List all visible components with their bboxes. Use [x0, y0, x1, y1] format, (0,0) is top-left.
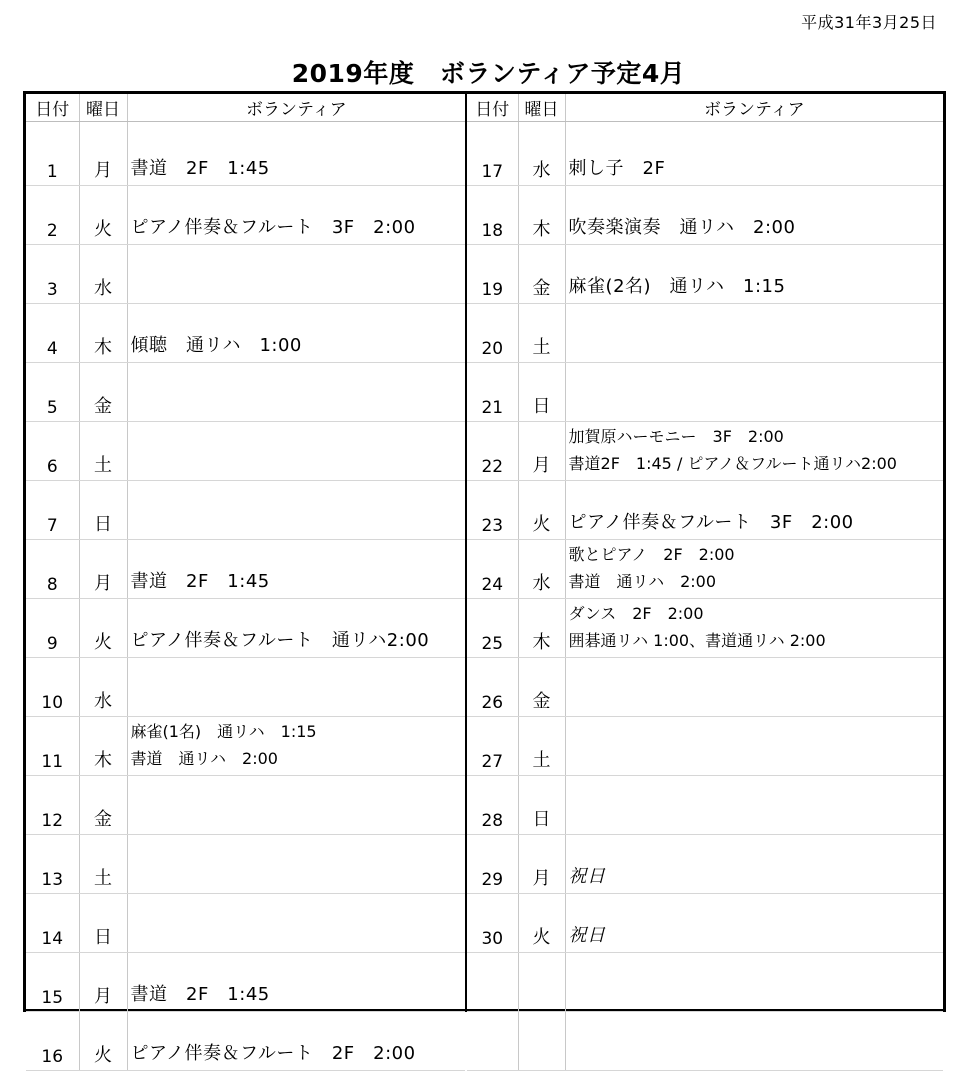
- weekday: 水: [518, 122, 565, 186]
- day-number: 3: [26, 245, 79, 304]
- weekday: 月: [79, 953, 127, 1012]
- activity-cell: [127, 363, 465, 422]
- empty-cell: [518, 1012, 565, 1071]
- activity-line: 書道 通リハ 2:00: [130, 749, 278, 768]
- activity-cell: [127, 894, 465, 953]
- activity-cell: [565, 776, 943, 835]
- table-row: [467, 122, 943, 186]
- weekday: 火: [518, 481, 565, 540]
- activity-line: 書道 2F 1:45: [130, 984, 270, 1005]
- day-number: 11: [26, 717, 79, 776]
- table-row: [467, 422, 943, 481]
- activity-cell: [127, 245, 465, 304]
- activity-cell: [127, 481, 465, 540]
- schedule-right-half: [467, 94, 943, 1009]
- schedule-table-left: [26, 94, 465, 1071]
- header-weekday: 曜日: [79, 94, 127, 122]
- activity-cell: [127, 540, 465, 599]
- activity-cell: [127, 186, 465, 245]
- activity-line: 刺し子 2F: [568, 158, 666, 179]
- activity-line: ピアノ伴奏＆フルート 3F 2:00: [130, 217, 416, 238]
- weekday: 金: [79, 776, 127, 835]
- activity-line: 麻雀(2名) 通リハ 1:15: [568, 276, 786, 297]
- weekday: 土: [518, 304, 565, 363]
- activity-line: ダンス 2F 2:00: [568, 604, 704, 623]
- weekday: 木: [518, 186, 565, 245]
- table-row: [26, 481, 465, 540]
- activity-line: 吹奏楽演奏 通リハ 2:00: [568, 217, 796, 238]
- weekday: 火: [518, 894, 565, 953]
- activity-cell: [565, 835, 943, 894]
- day-number: 7: [26, 481, 79, 540]
- weekday: 水: [79, 245, 127, 304]
- activity-cell: [127, 835, 465, 894]
- day-number: 9: [26, 599, 79, 658]
- header-activity: ボランティア: [565, 94, 943, 122]
- table-row: [467, 304, 943, 363]
- empty-cell: [565, 953, 943, 1012]
- table-row: [467, 894, 943, 953]
- day-number: 26: [467, 658, 518, 717]
- day-number: 27: [467, 717, 518, 776]
- day-number: 19: [467, 245, 518, 304]
- table-row: [467, 245, 943, 304]
- table-row: [26, 186, 465, 245]
- table-row: [26, 304, 465, 363]
- table-row: [467, 658, 943, 717]
- weekday: 土: [79, 835, 127, 894]
- activity-line: 書道 通リハ 2:00: [568, 572, 716, 591]
- activity-cell: [127, 304, 465, 363]
- day-number: 16: [26, 1012, 79, 1071]
- weekday: 日: [518, 363, 565, 422]
- activity-cell: [127, 599, 465, 658]
- day-number: 12: [26, 776, 79, 835]
- weekday: 日: [79, 894, 127, 953]
- activity-cell: [565, 540, 943, 599]
- weekday: 木: [518, 599, 565, 658]
- table-row: [26, 422, 465, 481]
- empty-cell: [467, 1012, 518, 1071]
- table-row: [467, 540, 943, 599]
- day-number: 28: [467, 776, 518, 835]
- weekday: 日: [518, 776, 565, 835]
- day-number: 14: [26, 894, 79, 953]
- activity-cell: [565, 122, 943, 186]
- table-row: [26, 717, 465, 776]
- day-number: 25: [467, 599, 518, 658]
- activity-line: 祝日: [568, 866, 606, 887]
- activity-cell: [127, 1012, 465, 1071]
- activity-line: ピアノ伴奏＆フルート 通リハ2:00: [130, 630, 430, 651]
- schedule-left-half: [26, 94, 467, 1067]
- day-number: 8: [26, 540, 79, 599]
- table-row: [26, 835, 465, 894]
- activity-cell: [565, 422, 943, 481]
- activity-cell: [565, 245, 943, 304]
- activity-line: 歌とピアノ 2F 2:00: [568, 545, 735, 564]
- table-row: [467, 717, 943, 776]
- table-row: [467, 599, 943, 658]
- weekday: 水: [79, 658, 127, 717]
- day-number: 22: [467, 422, 518, 481]
- schedule-table-right: [467, 94, 943, 1071]
- empty-row: [467, 953, 943, 1012]
- day-number: 15: [26, 953, 79, 1012]
- table-row: [26, 363, 465, 422]
- table-row: [26, 953, 465, 1012]
- weekday: 月: [79, 122, 127, 186]
- header-day: 日付: [26, 94, 79, 122]
- activity-line: ピアノ伴奏＆フルート 2F 2:00: [130, 1043, 416, 1064]
- activity-cell: [127, 953, 465, 1012]
- weekday: 水: [518, 540, 565, 599]
- header-weekday: 曜日: [518, 94, 565, 122]
- weekday: 火: [79, 1012, 127, 1071]
- weekday: 火: [79, 599, 127, 658]
- activity-line: 祝日: [568, 925, 606, 946]
- schedule-sheet: [23, 91, 946, 1067]
- day-number: 1: [26, 122, 79, 186]
- activity-cell: [565, 717, 943, 776]
- day-number: 30: [467, 894, 518, 953]
- table-row: [26, 245, 465, 304]
- table-row: [26, 894, 465, 953]
- activity-cell: [565, 481, 943, 540]
- day-number: 4: [26, 304, 79, 363]
- table-row: [26, 599, 465, 658]
- activity-line: 加賀原ハーモニー 3F 2:00: [568, 427, 784, 446]
- weekday: 金: [79, 363, 127, 422]
- weekday: 月: [79, 540, 127, 599]
- activity-line: 傾聴 通リハ 1:00: [130, 335, 302, 356]
- activity-cell: [565, 363, 943, 422]
- activity-line: 麻雀(1名) 通リハ 1:15: [130, 722, 317, 741]
- activity-cell: [127, 717, 465, 776]
- table-row: [467, 835, 943, 894]
- weekday: 土: [79, 422, 127, 481]
- activity-line: ピアノ伴奏＆フルート 3F 2:00: [568, 512, 854, 533]
- activity-cell: [565, 304, 943, 363]
- weekday: 火: [79, 186, 127, 245]
- weekday: 木: [79, 717, 127, 776]
- table-row: [467, 363, 943, 422]
- table-row: [467, 481, 943, 540]
- activity-cell: [565, 658, 943, 717]
- table-row: [467, 186, 943, 245]
- activity-line: 囲碁通リハ 1:00、書道通リハ 2:00: [568, 631, 826, 650]
- activity-cell: [565, 186, 943, 245]
- page-title: 2019年度 ボランティア予定4月: [291, 59, 686, 88]
- day-number: 10: [26, 658, 79, 717]
- activity-cell: [565, 599, 943, 658]
- header-activity: ボランティア: [127, 94, 465, 122]
- activity-line: 書道2F 1:45 / ピアノ＆フルート通リハ2:00: [568, 454, 897, 473]
- activity-cell: [127, 422, 465, 481]
- weekday: 日: [79, 481, 127, 540]
- table-row: [26, 540, 465, 599]
- empty-cell: [518, 953, 565, 1012]
- day-number: 18: [467, 186, 518, 245]
- day-number: 2: [26, 186, 79, 245]
- header-day: 日付: [467, 94, 518, 122]
- activity-line: 書道 2F 1:45: [130, 158, 270, 179]
- weekday: 月: [518, 422, 565, 481]
- empty-row: [467, 1012, 943, 1071]
- activity-cell: [565, 894, 943, 953]
- day-number: 21: [467, 363, 518, 422]
- day-number: 29: [467, 835, 518, 894]
- weekday: 土: [518, 717, 565, 776]
- day-number: 23: [467, 481, 518, 540]
- day-number: 24: [467, 540, 518, 599]
- table-row: [26, 122, 465, 186]
- weekday: 金: [518, 658, 565, 717]
- day-number: 17: [467, 122, 518, 186]
- activity-cell: [127, 776, 465, 835]
- weekday: 月: [518, 835, 565, 894]
- day-number: 5: [26, 363, 79, 422]
- weekday: 木: [79, 304, 127, 363]
- activity-line: 書道 2F 1:45: [130, 571, 270, 592]
- empty-cell: [565, 1012, 943, 1071]
- weekday: 金: [518, 245, 565, 304]
- day-number: 6: [26, 422, 79, 481]
- activity-cell: [127, 122, 465, 186]
- activity-cell: [127, 658, 465, 717]
- date-line: 平成31年3月25日: [801, 13, 937, 32]
- table-row: [26, 776, 465, 835]
- empty-cell: [467, 953, 518, 1012]
- table-row: [26, 658, 465, 717]
- table-row: [26, 1012, 465, 1071]
- table-row: [467, 776, 943, 835]
- day-number: 13: [26, 835, 79, 894]
- day-number: 20: [467, 304, 518, 363]
